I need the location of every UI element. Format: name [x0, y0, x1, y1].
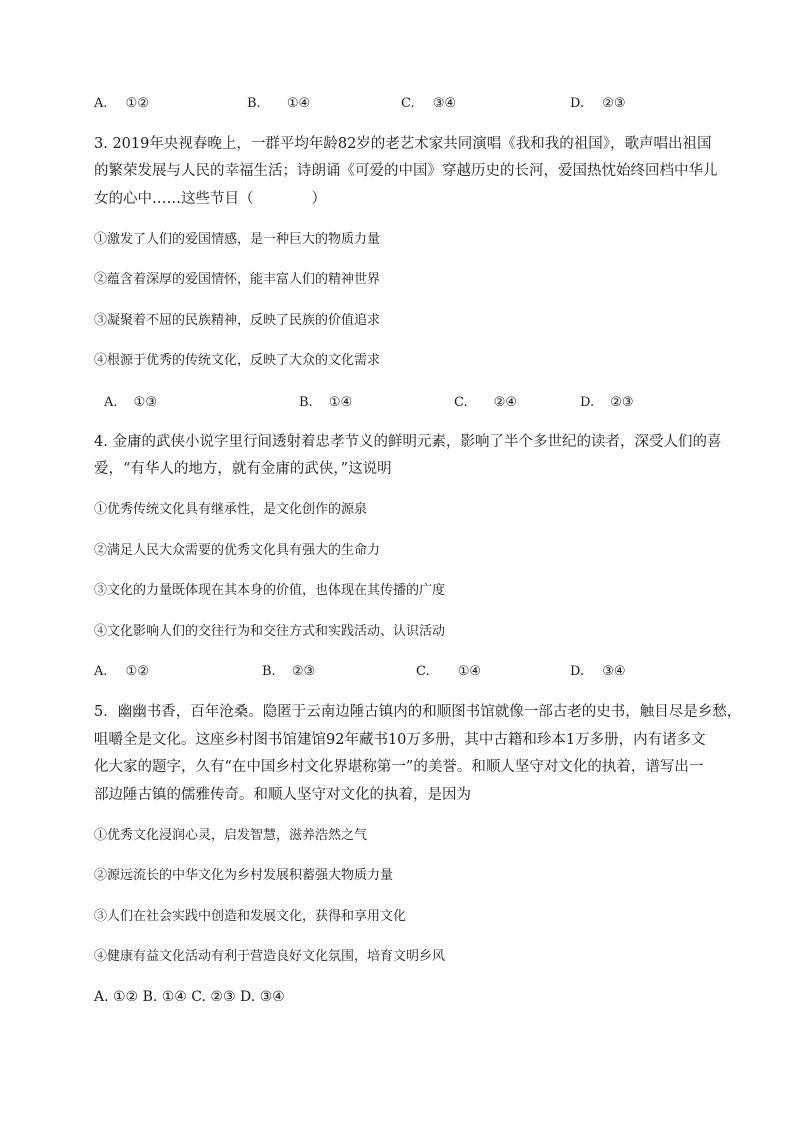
q5-statement-3: ③人们在社会实践中创造和发展文化，获得和享用文化: [94, 909, 407, 924]
q2-option-a[interactable]: [94, 95, 149, 113]
option-letter: D.: [570, 664, 585, 679]
option-letter: D.: [580, 395, 595, 410]
q4-stem-line-2: 爱，“有华人的地方，就有金庸的武侠，”这说明: [94, 461, 392, 477]
option-letter: D.: [570, 96, 585, 111]
q4-option-a[interactable]: [94, 663, 149, 681]
q3-option-a[interactable]: [104, 394, 157, 412]
option-value: ①②: [125, 664, 149, 679]
q4-option-b[interactable]: [262, 663, 315, 681]
q3-statement-2: ②蕴含着深厚的爱国情怀，能丰富人们的精神世界: [94, 272, 381, 287]
q4-options: [0, 663, 794, 683]
q2-option-d[interactable]: [570, 95, 626, 113]
option-letter: A.: [94, 96, 108, 111]
option-value: ③④: [602, 664, 626, 679]
option-letter: B.: [299, 395, 313, 410]
option-value: ①④: [286, 96, 311, 111]
q4-stem-line-1: 4. 金庸的武侠小说字里行间透射着忠孝节义的鲜明元素，影响了半个多世纪的读者，深受人们的喜: [94, 434, 722, 450]
q3-statement-1: ①激发了人们的爱国情感，是一种巨大的物质力量: [94, 232, 381, 247]
q4-option-d[interactable]: [570, 663, 626, 681]
option-letter: B.: [247, 96, 261, 111]
q5-options-line[interactable]: A. ①② B. ①④ C. ②③ D. ③④: [94, 989, 285, 1005]
q4-statement-2: ②满足人民大众需要的优秀文化具有强大的生命力: [94, 543, 381, 558]
option-value: ②④: [493, 395, 518, 410]
option-value: ②③: [610, 395, 634, 410]
option-value: ②③: [602, 96, 626, 111]
q3-option-d[interactable]: [580, 394, 634, 412]
option-letter: A.: [104, 395, 118, 410]
option-value: ①④: [457, 664, 482, 679]
option-value: ①②: [125, 96, 149, 111]
q2-option-c[interactable]: [401, 95, 456, 113]
q3-options: [0, 394, 794, 414]
q3-statement-4: ④根源于优秀的传统文化，反映了大众的文化需求: [94, 353, 381, 368]
q5-stem-line-3: 化大家的题字，久有“在中国乡村文化界堪称第一”的美誉。和顺人坚守对文化的执着，谱写出一: [94, 759, 704, 775]
q4-option-c[interactable]: [416, 663, 481, 681]
option-value: ①③: [133, 395, 157, 410]
q5-stem-line-4: 部边陲古镇的儒雅传奇。和顺人坚守对文化的执着，是因为: [94, 787, 471, 803]
q5-stem-line-2: 咀嚼全是文化。这座乡村图书馆建馆92年藏书10万多册，其中古籍和珍本1万多册，内有诸多文: [94, 732, 706, 748]
q3-stem-line-3: 女的心中……这些节目（ ）: [94, 191, 326, 207]
q3-stem-line-1: 3. 2019年央视春晚上，一群平均年龄82岁的老艺术家共同演唱《我和我的祖国》，歌声唱出祖国: [94, 136, 712, 152]
option-letter: B.: [262, 664, 276, 679]
q4-statement-1: ①优秀传统文化具有继承性，是文化创作的源泉: [94, 502, 368, 517]
option-value: ①④: [328, 395, 353, 410]
option-letter: C.: [454, 395, 468, 410]
q5-stem-line-1: 5．幽幽书香，百年沧桑。隐匿于云南边陲古镇内的和顺图书馆就像一部古老的史书，触目尽是乡愁，: [94, 704, 742, 720]
option-value: ②③: [291, 664, 316, 679]
option-letter: C.: [401, 96, 415, 111]
q3-option-c[interactable]: [454, 394, 517, 412]
q3-statement-3: ③凝聚着不屈的民族精神，反映了民族的价值追求: [94, 313, 381, 328]
q3-stem-line-2: 的繁荣发展与人民的幸福生活；诗朗诵《可爱的中国》穿越历史的长河，爱国热忱始终回档中华儿: [94, 163, 718, 179]
q3-option-b[interactable]: [299, 394, 352, 412]
q4-statement-3: ③文化的力量既体现在其本身的价值，也体现在其传播的广度: [94, 583, 446, 598]
q5-statement-2: ②源远流长的中华文化为乡村发展积蓄强大物质力量: [94, 868, 394, 883]
q4-statement-4: ④文化影响人们的交往行为和交往方式和实践活动、认识活动: [94, 624, 446, 639]
option-letter: A.: [94, 664, 108, 679]
q5-statement-1: ①优秀文化浸润心灵，启发智慧，滋养浩然之气: [94, 828, 368, 843]
q2-option-b[interactable]: [247, 95, 310, 113]
q2-options: [0, 95, 794, 115]
option-letter: C.: [416, 664, 430, 679]
option-value: ③④: [432, 96, 457, 111]
q5-statement-4: ④健康有益文化活动有利于营造良好文化氛围，培育文明乡风: [94, 949, 446, 964]
